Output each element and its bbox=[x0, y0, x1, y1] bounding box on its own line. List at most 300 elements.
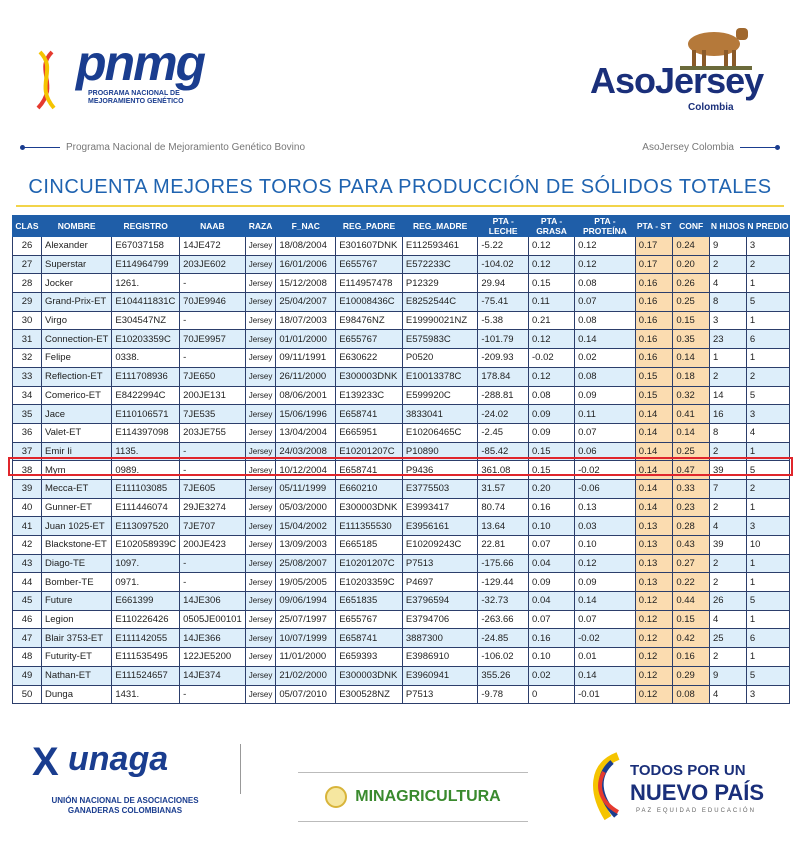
cell-pta-st: 0.16 bbox=[635, 311, 673, 330]
cell-pta-grasa: 0.09 bbox=[529, 423, 575, 442]
cell-n-predio: 1 bbox=[746, 610, 789, 629]
cell-registro: E111524657 bbox=[112, 666, 180, 685]
cell-f-nac: 10/12/2004 bbox=[276, 461, 336, 480]
cell-n-hijos: 9 bbox=[710, 237, 747, 256]
pnmg-logo-word: pnmg bbox=[76, 35, 205, 91]
cell-pta-leche: -32.73 bbox=[478, 592, 529, 611]
cell-f-nac: 26/11/2000 bbox=[276, 367, 336, 386]
cell-naab: 200JE423 bbox=[180, 536, 246, 555]
cell-clas: 28 bbox=[13, 274, 42, 293]
cell-pta-grasa: 0.12 bbox=[529, 367, 575, 386]
cell-naab: - bbox=[180, 685, 246, 704]
cell-n-hijos: 25 bbox=[710, 629, 747, 648]
cell-nombre: Valet-ET bbox=[41, 423, 111, 442]
cell-pta-grasa: 0.09 bbox=[529, 405, 575, 424]
cell-pta-leche: -75.41 bbox=[478, 293, 529, 312]
cell-f-nac: 15/06/1996 bbox=[276, 405, 336, 424]
cell-f-nac: 25/07/1997 bbox=[276, 610, 336, 629]
cell-pta-leche: -9.78 bbox=[478, 685, 529, 704]
cell-registro: E114397098 bbox=[112, 423, 180, 442]
cell-registro: 1261. bbox=[112, 274, 180, 293]
cell-clas: 31 bbox=[13, 330, 42, 349]
cell-raza: Jersey bbox=[245, 367, 276, 386]
cell-naab: 29JE3274 bbox=[180, 498, 246, 517]
cell-reg-madre: P0520 bbox=[402, 349, 478, 368]
cell-pta-proteina: 0.07 bbox=[575, 423, 636, 442]
cell-naab: - bbox=[180, 461, 246, 480]
table-row bbox=[13, 330, 790, 349]
cell-reg-padre: E655767 bbox=[336, 610, 403, 629]
cell-pta-leche: -288.81 bbox=[478, 386, 529, 405]
cell-raza: Jersey bbox=[245, 573, 276, 592]
table-row bbox=[13, 405, 790, 424]
cell-naab: 14JE306 bbox=[180, 592, 246, 611]
cell-pta-leche: -5.22 bbox=[478, 237, 529, 256]
cell-naab: - bbox=[180, 311, 246, 330]
cell-reg-madre: P9436 bbox=[402, 461, 478, 480]
cell-nombre: Alexander bbox=[41, 237, 111, 256]
asojersey-logo-word: AsoJersey bbox=[590, 60, 764, 101]
cell-raza: Jersey bbox=[245, 386, 276, 405]
table-row bbox=[13, 610, 790, 629]
cell-pta-proteina: -0.01 bbox=[575, 685, 636, 704]
cell-nombre: Jocker bbox=[41, 274, 111, 293]
cell-pta-leche: 355.26 bbox=[478, 666, 529, 685]
cell-pta-proteina: 0.06 bbox=[575, 442, 636, 461]
cell-reg-madre: P4697 bbox=[402, 573, 478, 592]
table-row bbox=[13, 349, 790, 368]
cell-pta-grasa: 0.07 bbox=[529, 610, 575, 629]
cell-reg-madre: P10890 bbox=[402, 442, 478, 461]
cell-clas: 39 bbox=[13, 479, 42, 498]
table-row bbox=[13, 274, 790, 293]
cell-naab: 203JE602 bbox=[180, 255, 246, 274]
cell-pta-proteina: 0.02 bbox=[575, 349, 636, 368]
cell-n-hijos: 14 bbox=[710, 386, 747, 405]
table-row bbox=[13, 517, 790, 536]
cell-clas: 45 bbox=[13, 592, 42, 611]
cell-pta-proteina: 0.01 bbox=[575, 648, 636, 667]
cell-conf: 0.14 bbox=[673, 349, 710, 368]
cell-n-hijos: 9 bbox=[710, 666, 747, 685]
column-header-pta-grasa: PTA - GRASA bbox=[529, 216, 575, 237]
cell-reg-padre: E10008436C bbox=[336, 293, 403, 312]
cell-n-predio: 1 bbox=[746, 554, 789, 573]
cell-pta-proteina: -0.02 bbox=[575, 629, 636, 648]
cell-raza: Jersey bbox=[245, 517, 276, 536]
cell-pta-proteina: 0.03 bbox=[575, 517, 636, 536]
cell-pta-leche: -104.02 bbox=[478, 255, 529, 274]
cell-n-predio: 5 bbox=[746, 461, 789, 480]
cell-n-hijos: 4 bbox=[710, 517, 747, 536]
cell-reg-padre: E111355530 bbox=[336, 517, 403, 536]
cell-raza: Jersey bbox=[245, 554, 276, 573]
cell-n-hijos: 39 bbox=[710, 461, 747, 480]
cell-nombre: Nathan-ET bbox=[41, 666, 111, 685]
cell-conf: 0.27 bbox=[673, 554, 710, 573]
cell-reg-madre: E3794706 bbox=[402, 610, 478, 629]
cell-f-nac: 25/04/2007 bbox=[276, 293, 336, 312]
cell-pta-proteina: 0.10 bbox=[575, 536, 636, 555]
cell-f-nac: 09/06/1994 bbox=[276, 592, 336, 611]
cell-reg-padre: E114957478 bbox=[336, 274, 403, 293]
todos-line2: NUEVO PAÍS bbox=[630, 780, 765, 805]
cell-nombre: Blair 3753-ET bbox=[41, 629, 111, 648]
cell-raza: Jersey bbox=[245, 461, 276, 480]
cell-conf: 0.15 bbox=[673, 311, 710, 330]
cell-f-nac: 11/01/2000 bbox=[276, 648, 336, 667]
cell-reg-padre: E98476NZ bbox=[336, 311, 403, 330]
cell-registro: E111535495 bbox=[112, 648, 180, 667]
cell-conf: 0.25 bbox=[673, 293, 710, 312]
column-header-reg-padre: REG_PADRE bbox=[336, 216, 403, 237]
cell-registro: E111142055 bbox=[112, 629, 180, 648]
cell-n-predio: 4 bbox=[746, 423, 789, 442]
cell-clas: 30 bbox=[13, 311, 42, 330]
cell-n-predio: 2 bbox=[746, 255, 789, 274]
cell-raza: Jersey bbox=[245, 479, 276, 498]
cell-pta-st: 0.13 bbox=[635, 554, 673, 573]
cell-n-hijos: 26 bbox=[710, 592, 747, 611]
cell-reg-padre: E300003DNK bbox=[336, 498, 403, 517]
cell-conf: 0.47 bbox=[673, 461, 710, 480]
cell-nombre: Diago-TE bbox=[41, 554, 111, 573]
cell-pta-leche: 13.64 bbox=[478, 517, 529, 536]
highlighted-row-outline bbox=[8, 457, 793, 476]
cell-clas: 36 bbox=[13, 423, 42, 442]
cell-registro: E111446074 bbox=[112, 498, 180, 517]
cell-nombre: Juan 1025-ET bbox=[41, 517, 111, 536]
cell-registro: E114964799 bbox=[112, 255, 180, 274]
cell-reg-madre: E572233C bbox=[402, 255, 478, 274]
cell-raza: Jersey bbox=[245, 442, 276, 461]
cell-reg-madre: P7513 bbox=[402, 685, 478, 704]
cell-n-hijos: 2 bbox=[710, 554, 747, 573]
cell-clas: 34 bbox=[13, 386, 42, 405]
cell-raza: Jersey bbox=[245, 592, 276, 611]
cell-reg-padre: E10201207C bbox=[336, 554, 403, 573]
cell-pta-st: 0.16 bbox=[635, 274, 673, 293]
cell-pta-proteina: 0.12 bbox=[575, 237, 636, 256]
cell-reg-padre: E10201207C bbox=[336, 442, 403, 461]
cell-conf: 0.33 bbox=[673, 479, 710, 498]
cell-reg-madre: E19990021NZ bbox=[402, 311, 478, 330]
cell-nombre: Comerico-ET bbox=[41, 386, 111, 405]
cell-pta-leche: 22.81 bbox=[478, 536, 529, 555]
cell-naab: 70JE9957 bbox=[180, 330, 246, 349]
cell-n-predio: 6 bbox=[746, 330, 789, 349]
cell-nombre: Legion bbox=[41, 610, 111, 629]
cell-n-hijos: 7 bbox=[710, 479, 747, 498]
cell-raza: Jersey bbox=[245, 349, 276, 368]
cell-pta-grasa: -0.02 bbox=[529, 349, 575, 368]
cell-clas: 35 bbox=[13, 405, 42, 424]
title-divider bbox=[16, 205, 784, 207]
cell-f-nac: 10/07/1999 bbox=[276, 629, 336, 648]
cell-naab: 70JE9946 bbox=[180, 293, 246, 312]
cell-raza: Jersey bbox=[245, 498, 276, 517]
cell-n-hijos: 16 bbox=[710, 405, 747, 424]
cell-pta-proteina: 0.11 bbox=[575, 405, 636, 424]
cell-pta-proteina: 0.14 bbox=[575, 330, 636, 349]
cell-pta-grasa: 0.07 bbox=[529, 536, 575, 555]
cell-registro: 0989. bbox=[112, 461, 180, 480]
column-header-reg-madre: REG_MADRE bbox=[402, 216, 478, 237]
cell-n-predio: 2 bbox=[746, 367, 789, 386]
cell-pta-leche: -106.02 bbox=[478, 648, 529, 667]
column-header-conf: CONF bbox=[673, 216, 710, 237]
cell-raza: Jersey bbox=[245, 629, 276, 648]
cell-raza: Jersey bbox=[245, 274, 276, 293]
todos-por-un-nuevo-pais-logo bbox=[588, 748, 778, 828]
table-row bbox=[13, 592, 790, 611]
cell-nombre: Mecca-ET bbox=[41, 479, 111, 498]
cell-n-hijos: 4 bbox=[710, 685, 747, 704]
cell-registro: E67037158 bbox=[112, 237, 180, 256]
cell-nombre: Dunga bbox=[41, 685, 111, 704]
cell-f-nac: 24/03/2008 bbox=[276, 442, 336, 461]
todos-line1: TODOS POR UN bbox=[630, 762, 746, 779]
cell-pta-st: 0.12 bbox=[635, 648, 673, 667]
cell-nombre: Connection-ET bbox=[41, 330, 111, 349]
cell-naab: - bbox=[180, 349, 246, 368]
cell-reg-madre: E8252544C bbox=[402, 293, 478, 312]
cell-raza: Jersey bbox=[245, 610, 276, 629]
cell-raza: Jersey bbox=[245, 255, 276, 274]
cell-f-nac: 15/12/2008 bbox=[276, 274, 336, 293]
cell-nombre: Blackstone-ET bbox=[41, 536, 111, 555]
cell-clas: 33 bbox=[13, 367, 42, 386]
cell-n-hijos: 39 bbox=[710, 536, 747, 555]
cell-n-hijos: 2 bbox=[710, 498, 747, 517]
cell-naab: 7JE535 bbox=[180, 405, 246, 424]
cell-f-nac: 16/01/2006 bbox=[276, 255, 336, 274]
cell-n-hijos: 2 bbox=[710, 442, 747, 461]
cell-reg-padre: E655767 bbox=[336, 330, 403, 349]
column-header-pta-proteina: PTA - PROTEÍNA bbox=[575, 216, 636, 237]
table-row bbox=[13, 386, 790, 405]
cell-pta-leche: 361.08 bbox=[478, 461, 529, 480]
cell-reg-madre: E3775503 bbox=[402, 479, 478, 498]
cell-raza: Jersey bbox=[245, 685, 276, 704]
cell-nombre: Future bbox=[41, 592, 111, 611]
cell-pta-leche: -129.44 bbox=[478, 573, 529, 592]
unaga-logo-subtitle: UNIÓN NACIONAL DE ASOCIACIONES GANADERAS COLOMBIANAS bbox=[51, 796, 199, 815]
cell-registro: E104411831C bbox=[112, 293, 180, 312]
cell-pta-proteina: -0.06 bbox=[575, 479, 636, 498]
cell-f-nac: 13/04/2004 bbox=[276, 423, 336, 442]
cell-conf: 0.24 bbox=[673, 237, 710, 256]
cell-registro: 1097. bbox=[112, 554, 180, 573]
cell-pta-proteina: 0.09 bbox=[575, 573, 636, 592]
cell-reg-madre: E3796594 bbox=[402, 592, 478, 611]
cell-conf: 0.08 bbox=[673, 685, 710, 704]
cell-registro: E102058939C bbox=[112, 536, 180, 555]
cell-f-nac: 09/11/1991 bbox=[276, 349, 336, 368]
flag-swoosh-icon bbox=[588, 752, 622, 822]
cell-pta-grasa: 0.10 bbox=[529, 517, 575, 536]
table-row bbox=[13, 685, 790, 704]
cell-n-predio: 5 bbox=[746, 666, 789, 685]
cell-raza: Jersey bbox=[245, 405, 276, 424]
cell-clas: 32 bbox=[13, 349, 42, 368]
cell-registro: E661399 bbox=[112, 592, 180, 611]
cell-pta-grasa: 0.04 bbox=[529, 554, 575, 573]
cell-pta-leche: -209.93 bbox=[478, 349, 529, 368]
cell-n-hijos: 2 bbox=[710, 648, 747, 667]
table-row bbox=[13, 629, 790, 648]
cell-pta-st: 0.15 bbox=[635, 386, 673, 405]
cell-naab: 0505JE00101 bbox=[180, 610, 246, 629]
cell-pta-grasa: 0.08 bbox=[529, 386, 575, 405]
cell-pta-st: 0.13 bbox=[635, 517, 673, 536]
cell-n-predio: 1 bbox=[746, 349, 789, 368]
column-header-nombre: NOMBRE bbox=[41, 216, 111, 237]
cell-pta-proteina: 0.09 bbox=[575, 386, 636, 405]
cell-reg-padre: E659393 bbox=[336, 648, 403, 667]
cell-reg-madre: E112593461 bbox=[402, 237, 478, 256]
cell-pta-grasa: 0 bbox=[529, 685, 575, 704]
cell-n-predio: 3 bbox=[746, 517, 789, 536]
cell-pta-proteina: 0.14 bbox=[575, 592, 636, 611]
tagline-right-text: AsoJersey Colombia bbox=[642, 142, 734, 153]
cell-clas: 40 bbox=[13, 498, 42, 517]
column-header-pta-leche: PTA - LECHE bbox=[478, 216, 529, 237]
cell-naab: - bbox=[180, 573, 246, 592]
cell-raza: Jersey bbox=[245, 648, 276, 667]
cell-pta-proteina: 0.08 bbox=[575, 311, 636, 330]
cell-n-hijos: 2 bbox=[710, 573, 747, 592]
cell-reg-madre: E599920C bbox=[402, 386, 478, 405]
cell-n-hijos: 4 bbox=[710, 610, 747, 629]
cell-pta-st: 0.14 bbox=[635, 442, 673, 461]
cell-f-nac: 15/04/2002 bbox=[276, 517, 336, 536]
cell-conf: 0.25 bbox=[673, 442, 710, 461]
cell-pta-grasa: 0.20 bbox=[529, 479, 575, 498]
cell-nombre: Bomber-TE bbox=[41, 573, 111, 592]
cell-pta-st: 0.12 bbox=[635, 666, 673, 685]
cell-reg-padre: E665951 bbox=[336, 423, 403, 442]
cell-reg-padre: E658741 bbox=[336, 629, 403, 648]
cell-pta-proteina: 0.07 bbox=[575, 293, 636, 312]
cell-n-predio: 3 bbox=[746, 237, 789, 256]
cell-naab: - bbox=[180, 554, 246, 573]
cell-clas: 47 bbox=[13, 629, 42, 648]
cell-nombre: Jace bbox=[41, 405, 111, 424]
cell-pta-st: 0.15 bbox=[635, 367, 673, 386]
cell-f-nac: 05/03/2000 bbox=[276, 498, 336, 517]
column-header-n-predio: N PREDIO bbox=[746, 216, 789, 237]
cell-registro: E111708936 bbox=[112, 367, 180, 386]
cell-clas: 41 bbox=[13, 517, 42, 536]
table-row bbox=[13, 666, 790, 685]
cell-registro: E10203359C bbox=[112, 330, 180, 349]
cell-clas: 43 bbox=[13, 554, 42, 573]
cell-reg-madre: E10013378C bbox=[402, 367, 478, 386]
cell-naab: 14JE472 bbox=[180, 237, 246, 256]
column-header-n-hijos: N HIJOS bbox=[710, 216, 747, 237]
cell-clas: 50 bbox=[13, 685, 42, 704]
coat-of-arms-icon bbox=[325, 786, 347, 808]
cell-pta-grasa: 0.16 bbox=[529, 498, 575, 517]
cell-naab: 14JE366 bbox=[180, 629, 246, 648]
divider bbox=[740, 147, 778, 148]
cell-nombre: Grand-Prix-ET bbox=[41, 293, 111, 312]
cell-conf: 0.18 bbox=[673, 367, 710, 386]
cell-clas: 44 bbox=[13, 573, 42, 592]
cell-pta-leche: -85.42 bbox=[478, 442, 529, 461]
cell-pta-proteina: -0.02 bbox=[575, 461, 636, 480]
cell-pta-leche: 31.57 bbox=[478, 479, 529, 498]
cell-clas: 49 bbox=[13, 666, 42, 685]
cell-pta-proteina: 0.14 bbox=[575, 666, 636, 685]
cell-pta-grasa: 0.11 bbox=[529, 293, 575, 312]
cell-clas: 27 bbox=[13, 255, 42, 274]
cell-pta-st: 0.13 bbox=[635, 573, 673, 592]
cell-n-predio: 3 bbox=[746, 685, 789, 704]
cell-nombre: Gunner-ET bbox=[41, 498, 111, 517]
cell-naab: 7JE650 bbox=[180, 367, 246, 386]
cell-clas: 38 bbox=[13, 461, 42, 480]
cell-pta-st: 0.14 bbox=[635, 479, 673, 498]
table-row bbox=[13, 367, 790, 386]
cell-reg-padre: E651835 bbox=[336, 592, 403, 611]
cell-reg-padre: E665185 bbox=[336, 536, 403, 555]
cell-n-predio: 1 bbox=[746, 442, 789, 461]
cell-reg-madre: E10206465C bbox=[402, 423, 478, 442]
cell-pta-st: 0.14 bbox=[635, 498, 673, 517]
cell-naab: 7JE707 bbox=[180, 517, 246, 536]
cell-naab: 122JE5200 bbox=[180, 648, 246, 667]
cell-pta-leche: -24.85 bbox=[478, 629, 529, 648]
cell-reg-padre: E660210 bbox=[336, 479, 403, 498]
cell-n-hijos: 1 bbox=[710, 349, 747, 368]
table-header-row bbox=[13, 216, 790, 237]
cell-registro: E111103085 bbox=[112, 479, 180, 498]
cell-pta-proteina: 0.12 bbox=[575, 554, 636, 573]
cell-reg-padre: E10203359C bbox=[336, 573, 403, 592]
cell-reg-padre: E301607DNK bbox=[336, 237, 403, 256]
cell-pta-st: 0.16 bbox=[635, 349, 673, 368]
cell-reg-madre: P7513 bbox=[402, 554, 478, 573]
cell-clas: 37 bbox=[13, 442, 42, 461]
cell-f-nac: 19/05/2005 bbox=[276, 573, 336, 592]
divider bbox=[240, 744, 241, 794]
cell-n-predio: 5 bbox=[746, 592, 789, 611]
pnmg-logo-subtitle: PROGRAMA NACIONAL DE MEJORAMIENTO GENÉTICO bbox=[88, 90, 184, 105]
asojersey-logo bbox=[588, 20, 768, 120]
cell-n-predio: 6 bbox=[746, 629, 789, 648]
cell-nombre: Superstar bbox=[41, 255, 111, 274]
cell-clas: 29 bbox=[13, 293, 42, 312]
cell-raza: Jersey bbox=[245, 536, 276, 555]
cell-pta-leche: 80.74 bbox=[478, 498, 529, 517]
cell-pta-grasa: 0.12 bbox=[529, 255, 575, 274]
cell-pta-st: 0.12 bbox=[635, 629, 673, 648]
cell-n-predio: 5 bbox=[746, 293, 789, 312]
column-header-f-nac: F_NAC bbox=[276, 216, 336, 237]
cell-pta-grasa: 0.21 bbox=[529, 311, 575, 330]
cell-n-predio: 10 bbox=[746, 536, 789, 555]
cell-conf: 0.15 bbox=[673, 610, 710, 629]
cell-n-predio: 1 bbox=[746, 648, 789, 667]
cell-conf: 0.22 bbox=[673, 573, 710, 592]
cell-n-predio: 1 bbox=[746, 274, 789, 293]
cell-n-hijos: 2 bbox=[710, 367, 747, 386]
table-row bbox=[13, 573, 790, 592]
cell-n-predio: 3 bbox=[746, 405, 789, 424]
cell-pta-leche: 178.84 bbox=[478, 367, 529, 386]
